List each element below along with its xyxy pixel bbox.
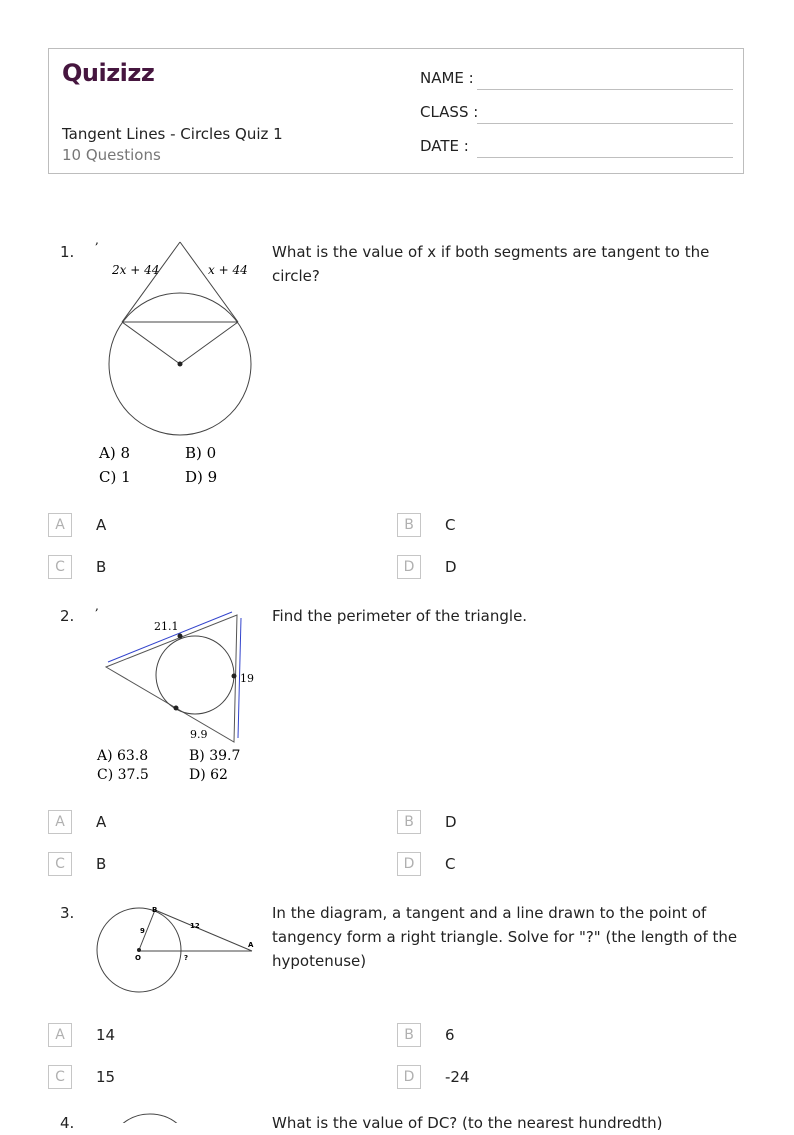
q3-option-c-box[interactable]: C bbox=[48, 1065, 72, 1089]
name-label: NAME : bbox=[420, 69, 474, 87]
label-12: 12 bbox=[190, 922, 200, 930]
q2-option-d-text[interactable]: C bbox=[445, 855, 456, 873]
q3-option-c-text[interactable]: 15 bbox=[96, 1068, 116, 1086]
q3-option-a-box[interactable]: A bbox=[48, 1023, 72, 1047]
label-a: A bbox=[248, 941, 254, 949]
question-2-number: 2. bbox=[60, 607, 75, 625]
radius-left bbox=[122, 322, 180, 364]
circle-shape bbox=[110, 1114, 190, 1123]
center-point bbox=[137, 948, 141, 952]
class-field[interactable] bbox=[477, 123, 733, 124]
triangle-shape bbox=[106, 615, 237, 742]
q2-option-b-box[interactable]: B bbox=[397, 810, 421, 834]
tangent-point-bottom bbox=[174, 706, 179, 711]
q2-option-a-box[interactable]: A bbox=[48, 810, 72, 834]
class-label: CLASS : bbox=[420, 103, 479, 121]
question-1-text: What is the value of x if both segments are tangent to the circle? bbox=[272, 243, 710, 285]
q1-option-c-text[interactable]: B bbox=[96, 558, 107, 576]
quiz-title: Tangent Lines - Circles Quiz 1 bbox=[62, 125, 283, 143]
choice-b: B) 39.7 bbox=[189, 748, 241, 764]
q2-option-b-text[interactable]: D bbox=[445, 813, 457, 831]
question-count: 10 Questions bbox=[62, 146, 161, 164]
tangent-point-right bbox=[232, 674, 237, 679]
q1-option-b-text[interactable]: C bbox=[445, 516, 456, 534]
question-3-text: In the diagram, a tangent and a line drawn to the point of tangency form a right triangle. Solve for "?" (the length of the hypotenuse) bbox=[272, 904, 738, 970]
label-21-1: 21.1 bbox=[154, 620, 179, 633]
center-point bbox=[178, 362, 183, 367]
choice-c: C) 37.5 bbox=[97, 767, 149, 783]
date-label: DATE : bbox=[420, 137, 469, 155]
q1-option-d-box[interactable]: D bbox=[397, 555, 421, 579]
quizizz-logo: Quizizz bbox=[62, 59, 155, 87]
q1-option-b-box[interactable]: B bbox=[397, 513, 421, 537]
date-field[interactable] bbox=[477, 157, 733, 158]
choice-a: A) 8 bbox=[99, 444, 130, 462]
label-2x-44: 2x + 44 bbox=[112, 263, 160, 277]
q2-option-c-box[interactable]: C bbox=[48, 852, 72, 876]
q1-option-a-box[interactable]: A bbox=[48, 513, 72, 537]
radius-right bbox=[180, 322, 238, 364]
label-x-44: x + 44 bbox=[208, 263, 248, 277]
choice-b: B) 0 bbox=[185, 444, 217, 462]
label-question: ? bbox=[184, 954, 189, 962]
choice-c: C) 1 bbox=[99, 468, 131, 486]
q1-option-d-text[interactable]: D bbox=[445, 558, 457, 576]
label-19: 19 bbox=[240, 672, 254, 685]
tangent-point-top bbox=[178, 634, 183, 639]
label-o: O bbox=[135, 954, 141, 962]
question-2-figure bbox=[92, 600, 262, 790]
question-3-figure bbox=[92, 900, 262, 1000]
question-4-text: What is the value of DC? (to the nearest hundredth) bbox=[272, 1114, 663, 1132]
q1-option-c-box[interactable]: C bbox=[48, 555, 72, 579]
q3-option-d-text[interactable]: -24 bbox=[445, 1068, 470, 1086]
tangent-line bbox=[155, 910, 252, 951]
question-3-number: 3. bbox=[60, 904, 75, 922]
question-2-text: Find the perimeter of the triangle. bbox=[272, 607, 528, 625]
question-1-number: 1. bbox=[60, 243, 75, 261]
label-b: B bbox=[152, 906, 158, 914]
choice-d: D) 62 bbox=[189, 767, 228, 783]
tangent-left bbox=[122, 242, 180, 322]
worksheet-header bbox=[48, 48, 744, 174]
question-4-figure bbox=[100, 1110, 200, 1123]
figure-mark: , bbox=[95, 233, 99, 247]
q3-option-d-box[interactable]: D bbox=[397, 1065, 421, 1089]
q3-option-b-text[interactable]: 6 bbox=[445, 1026, 455, 1044]
figure-mark: , bbox=[95, 600, 99, 613]
q2-option-a-text[interactable]: A bbox=[96, 813, 107, 831]
name-field[interactable] bbox=[477, 89, 733, 90]
choice-d: D) 9 bbox=[185, 468, 218, 486]
q3-option-a-text[interactable]: 14 bbox=[96, 1026, 116, 1044]
label-9-9: 9.9 bbox=[190, 728, 208, 741]
tangent-right bbox=[180, 242, 238, 322]
q2-option-d-box[interactable]: D bbox=[397, 852, 421, 876]
q2-option-c-text[interactable]: B bbox=[96, 855, 107, 873]
choice-a: A) 63.8 bbox=[97, 748, 149, 764]
q3-option-b-box[interactable]: B bbox=[397, 1023, 421, 1047]
question-4-number: 4. bbox=[60, 1114, 75, 1132]
inscribed-circle bbox=[156, 636, 234, 714]
question-1-figure bbox=[92, 232, 262, 492]
label-9: 9 bbox=[140, 927, 145, 935]
q1-option-a-text[interactable]: A bbox=[96, 516, 107, 534]
